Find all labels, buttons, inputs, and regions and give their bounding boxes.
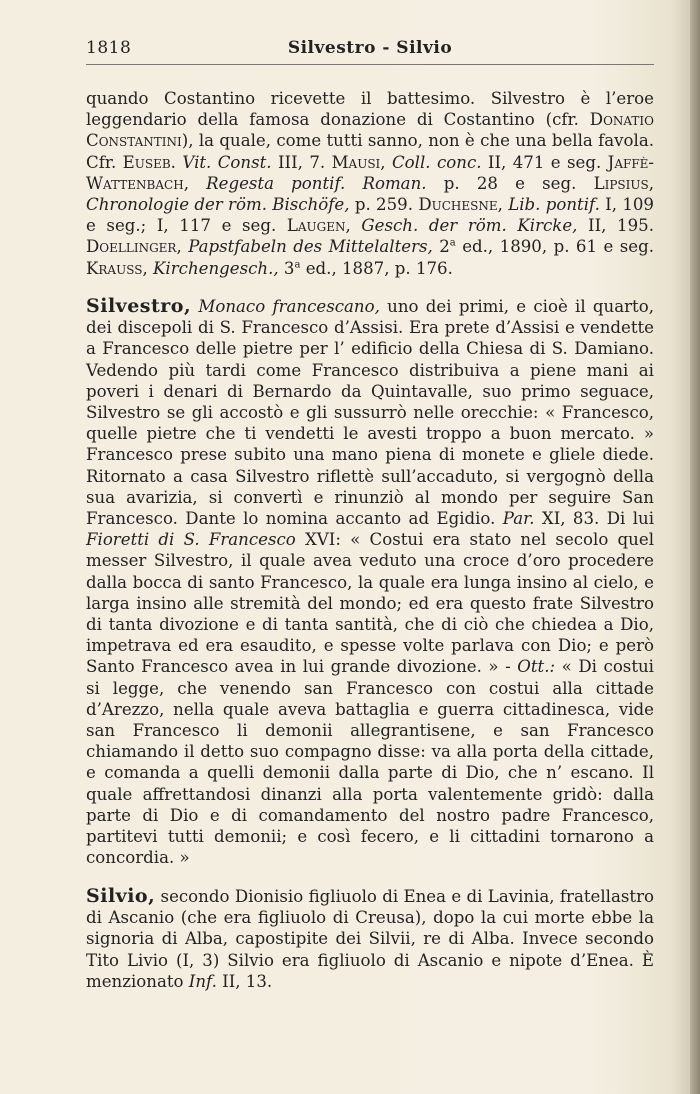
- text-segment: uno dei primi, e cioè il quarto, dei discepoli di S. Francesco d’Assisi. Era prete d’Assisi e vendette a Francesco delle pietre per l’ edificio della Chiesa di S. Damiano. Vedendo più tardi come Francesco distribuiva a piene mani ai poveri i denari di Bernardo da Quintavalle, suo primo seguace, Silvestro se gli accostò e gli sussurrò nelle orecchie: « Francesco, quelle pietre che ti vendetti le avesti troppo a buon mercato. » Francesco prese subito una mano piena di monete e gliele diede. Ritornato a casa Silvestro riflettè sull’accaduto, si vergognò della sua avarizia, si convertì e rinunziò al mondo per seguire San Francesco. Dante lo nomina accanto ad Egidio.: [86, 297, 654, 529]
- text-segment: quando Costantino ricevette il battesimo. Silvestro è l’eroe leggendario della famosa donazione di Costantino (cfr.: [86, 89, 654, 130]
- text-segment: Lib. pontif.: [508, 195, 600, 215]
- text-segment: II, 195.: [577, 216, 654, 236]
- text-segment: ,: [142, 258, 154, 278]
- entry-silvestro: [86, 296, 654, 868]
- text-segment: Monaco francescano,: [198, 297, 380, 316]
- text-segment: Jaffè-Wattenbach: [86, 152, 655, 193]
- entry-continuation: [86, 88, 654, 279]
- text-segment: ed., 1890, p. 61 e seg.: [455, 237, 654, 257]
- text-segment: ,: [176, 237, 189, 257]
- text-segment: Fioretti di S. Francesco: [86, 530, 296, 550]
- text-segment: p. 259.: [349, 195, 419, 215]
- text-segment: 2: [432, 237, 450, 257]
- text-segment: 3: [278, 258, 295, 278]
- text-segment: a: [449, 237, 456, 249]
- text-segment: p. 28 e seg.: [426, 173, 594, 193]
- text-segment: Papstfabeln des Mittelalters,: [188, 237, 433, 257]
- text-segment: ,: [497, 195, 509, 215]
- page-number: 1818: [86, 38, 132, 58]
- page-header: [86, 38, 654, 65]
- entry-silvio: [86, 886, 654, 992]
- text-segment: Laugen: [286, 216, 346, 236]
- text-segment: III, 7.: [271, 152, 332, 172]
- text-segment: Duchesne: [418, 195, 498, 215]
- headword: Silvestro,: [86, 295, 192, 317]
- text-segment: II, 471 e seg.: [481, 152, 608, 172]
- text-segment: Krauss: [86, 258, 143, 278]
- text-segment: I, 109 e seg.; I, 117 e seg.: [86, 195, 654, 236]
- text-segment: Regesta pontif. Roman.: [206, 173, 427, 193]
- text-segment: ,: [648, 173, 654, 193]
- page-edge-shadow: [690, 0, 700, 1094]
- text-segment: Doellinger: [86, 237, 177, 257]
- text-segment: ,: [183, 173, 207, 193]
- text-segment: XI, 83. Di lui: [534, 509, 654, 529]
- text-segment: Vit. Const.: [182, 152, 272, 172]
- text-segment: Gesch. der röm. Kircke,: [361, 216, 578, 236]
- text-segment: Donatio Constantini: [86, 110, 654, 151]
- text-segment: Par.: [502, 509, 535, 529]
- text-segment: ed., 1887, p. 176.: [300, 258, 453, 278]
- running-head: Silvestro - Silvio: [287, 38, 453, 58]
- text-segment: Inf.: [188, 971, 217, 991]
- text-segment: Euseb.: [122, 152, 176, 172]
- text-segment: Mausi: [331, 152, 381, 172]
- text-segment: ,: [380, 152, 392, 172]
- text-segment: ), la quale, come tutti sanno, non è che una bella favola. Cfr.: [86, 131, 654, 172]
- text-segment: a: [294, 259, 301, 271]
- headword: Silvio,: [86, 885, 156, 907]
- text-segment: Lipsius: [593, 173, 649, 193]
- text-segment: Coll. conc.: [391, 152, 482, 172]
- text-segment: ,: [345, 216, 362, 236]
- text-segment: Chronologie der röm. Bischöfe,: [86, 195, 350, 215]
- text-segment: secondo Dionisio figliuolo di Enea e di Lavinia, fratellastro di Ascanio (che era figliuolo di Creusa), dopo la cui morte ebbe la signoria di Alba, capostipite dei Silvii, re di Alba. Invece secondo Tito Livio (I, 3) Silvio era figliuolo di Ascanio e nipote d’Enea. È menzionato: [86, 887, 654, 991]
- text-segment: II, 13.: [216, 971, 273, 991]
- text-segment: Kirchengesch.,: [153, 258, 279, 278]
- text-segment: XVI: « Costui era stato nel secolo quel messer Silvestro, il quale avea veduto una croce d’oro procedere dalla bocca di santo Francesco, la quale era lunga insino al cielo, e larga insino alle stremità del mondo; ed era questo frate Silvestro di tanta divozione e di tanta santità, che di ciò che chiedea a Dio, impetrava ed era esaudito, e spesse volte parlava con Dio; e però Santo Francesco avea in lui grande divozione. » -: [86, 530, 654, 677]
- text-segment: « Di costui si legge, che venendo san Francesco con costui alla cittade d’Arezzo, nella quale aveva battaglia e guerra cittadinesca, vide san Francesco li demonii allegrantisene, e san Francesco chiamando il detto suo compagno disse: va alla porta della cittade, e comanda a quelli demonii dalla parte di Dio, che n’ escano. Il quale affrettandosi dinanzi alla porta valentemente gridò: dalla parte di Dio e di comandamento del nostro padre Francesco, partitevi tutti demonii; e così fecero, e li cittadini tornarono a concordia. »: [86, 657, 654, 868]
- text-segment: Ott.:: [517, 657, 556, 677]
